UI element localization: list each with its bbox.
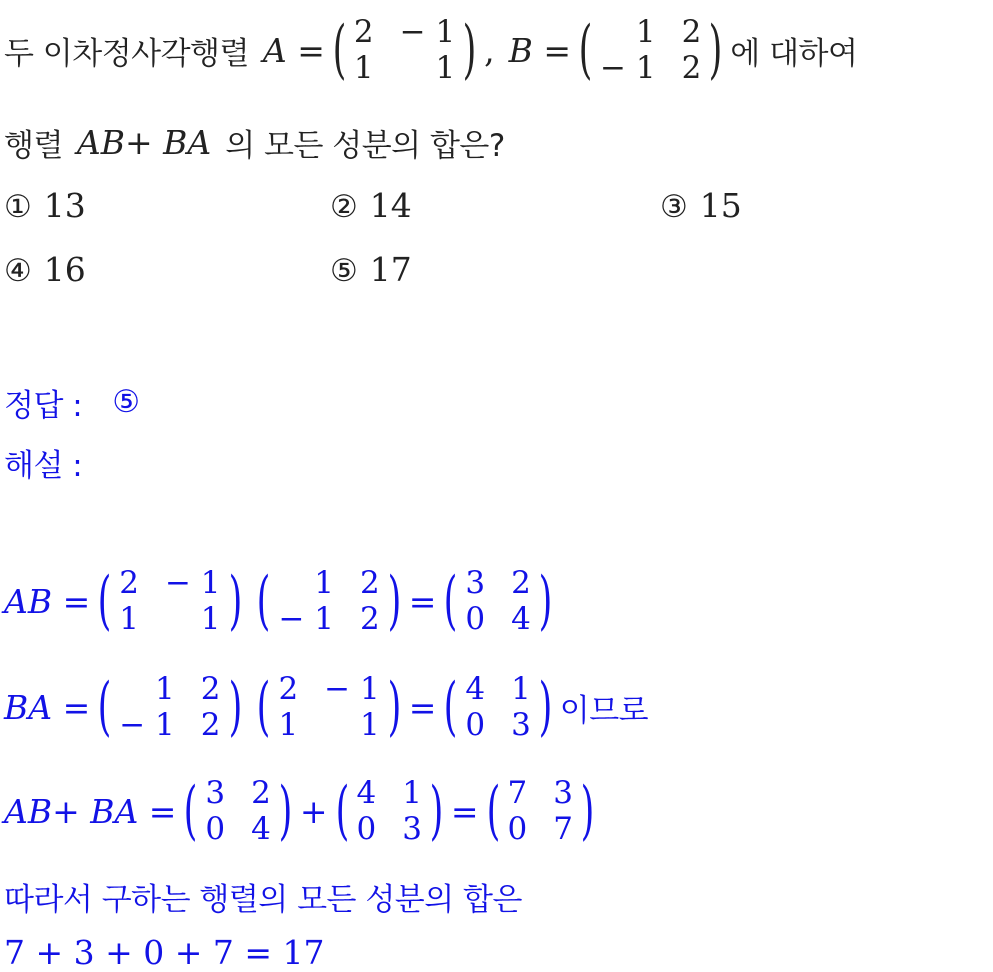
solution-ba-line: [4, 664, 648, 750]
option-number: ③: [660, 189, 688, 225]
matrix-cell: 1: [314, 565, 334, 601]
matrix-cell: − 1: [278, 601, 334, 637]
solution-ab-line: [4, 558, 560, 644]
question-line2-prefix: 행렬: [4, 127, 63, 164]
ba-suffix: 이므로: [559, 692, 649, 729]
option-value: 15: [699, 186, 742, 225]
comma: ,: [484, 30, 495, 70]
conclusion-line: [4, 874, 522, 918]
matrix-cell: 0: [507, 811, 528, 847]
matrix-cell: 3: [465, 565, 486, 601]
answer-label: 정답 :: [4, 387, 83, 424]
matrix-cell: 4: [465, 671, 486, 707]
solution-label-line: [4, 440, 82, 484]
matrix: ( 2 − 1 1 1 ): [97, 564, 242, 638]
option-value: 13: [43, 186, 86, 225]
matrix-cell: 1: [353, 50, 374, 86]
matrix-cell: 1: [200, 601, 221, 637]
matrix-cell: 1: [635, 14, 656, 50]
matrix: ( 4 1 0 3 ): [335, 774, 444, 848]
matrix-cell: 0: [465, 707, 486, 743]
matrix: ( 1 2 − 1 2 ): [257, 564, 402, 638]
option-number: ⑤: [330, 253, 358, 289]
matrix-cell: 2: [681, 50, 702, 86]
matrix-cell: 3: [511, 707, 531, 743]
question-expression: AB+ BA: [76, 122, 212, 162]
matrix-cell: 2: [278, 671, 299, 707]
matrix-cell: − 1: [119, 707, 175, 743]
matrix-cell: 0: [465, 601, 486, 637]
sum-lhs: AB+ BA =: [4, 791, 177, 831]
matrix-cell: 1: [511, 671, 531, 707]
option-5[interactable]: [330, 250, 412, 289]
matrix-cell: 2: [360, 565, 380, 601]
matrix-cell: 2: [511, 565, 531, 601]
option-3[interactable]: [660, 186, 742, 225]
solution-label: 해설 :: [4, 447, 83, 484]
matrix-cell: 2: [200, 707, 221, 743]
matrix-cell: 4: [251, 811, 271, 847]
equals-sign: =: [450, 791, 479, 831]
matrix-cell: 4: [356, 775, 377, 811]
matrix: ( 1 2 − 1 2 ): [97, 670, 242, 744]
matrix-cell: 3: [402, 811, 422, 847]
matrix: ( 7 3 0 7 ): [486, 774, 595, 848]
matrix: ( 2 − 1 1 1 ): [257, 670, 402, 744]
matrix-cell: 1: [119, 601, 139, 637]
question-line2-suffix: 의 모든 성분의 합은?: [225, 127, 505, 164]
ba-lhs: BA =: [4, 687, 91, 727]
matrix-cell: 2: [681, 14, 702, 50]
matrix-cell: 2: [119, 565, 139, 601]
matrix-b-label: B =: [508, 30, 572, 70]
matrix-a-label: A =: [262, 30, 325, 70]
matrix-cell: − 1: [399, 14, 456, 50]
matrix-cell: 0: [356, 811, 377, 847]
question-line-2: [4, 118, 505, 166]
matrix-cell: 2: [360, 601, 380, 637]
matrix: ( 4 1 0 3 ): [443, 670, 553, 744]
matrix-cell: − 1: [324, 671, 380, 707]
matrix-cell: 2: [353, 14, 374, 50]
option-value: 17: [369, 250, 412, 289]
answer-line: [4, 380, 140, 424]
equals-sign: =: [408, 581, 437, 621]
question-prefix: 두 이차정사각행렬: [4, 35, 249, 72]
option-value: 16: [43, 250, 86, 289]
matrix: ( 3 2 0 4 ): [443, 564, 553, 638]
option-1[interactable]: [4, 186, 86, 225]
matrix-cell: 1: [155, 671, 175, 707]
ab-lhs: AB =: [4, 581, 91, 621]
final-sum: 7 + 3 + 0 + 7 = 17: [4, 932, 325, 972]
matrix-cell: 4: [511, 601, 531, 637]
option-value: 14: [369, 186, 412, 225]
matrix-b: ( 1 2 − 1 2 ): [578, 13, 723, 87]
option-number: ②: [330, 189, 358, 225]
matrix-cell: 1: [435, 50, 456, 86]
plus-sign: +: [299, 791, 328, 831]
matrix-cell: 7: [553, 811, 574, 847]
matrix-cell: 2: [200, 671, 221, 707]
matrix-cell: − 1: [600, 50, 656, 86]
matrix-cell: 2: [251, 775, 271, 811]
matrix-cell: 3: [553, 775, 574, 811]
solution-sum-line: [4, 768, 602, 854]
question-suffix: 에 대하여: [730, 35, 858, 72]
matrix-cell: − 1: [164, 565, 221, 601]
answer-value: ⑤: [112, 384, 140, 420]
equals-sign: =: [408, 687, 437, 727]
matrix-a: ( 2 − 1 1 1 ): [332, 13, 477, 87]
matrix-cell: 1: [402, 775, 422, 811]
matrix-cell: 7: [507, 775, 528, 811]
matrix-cell: 3: [205, 775, 226, 811]
matrix-cell: 0: [205, 811, 226, 847]
option-4[interactable]: [4, 250, 86, 289]
matrix: ( 3 2 0 4 ): [184, 774, 293, 848]
option-number: ①: [4, 189, 32, 225]
option-2[interactable]: [330, 186, 412, 225]
conclusion-text: 따라서 구하는 행렬의 모든 성분의 합은: [4, 881, 522, 918]
matrix-cell: 1: [278, 707, 299, 743]
matrix-cell: 1: [360, 707, 380, 743]
final-line: [4, 932, 325, 972]
question-line-1: [4, 2, 857, 98]
option-number: ④: [4, 253, 32, 289]
